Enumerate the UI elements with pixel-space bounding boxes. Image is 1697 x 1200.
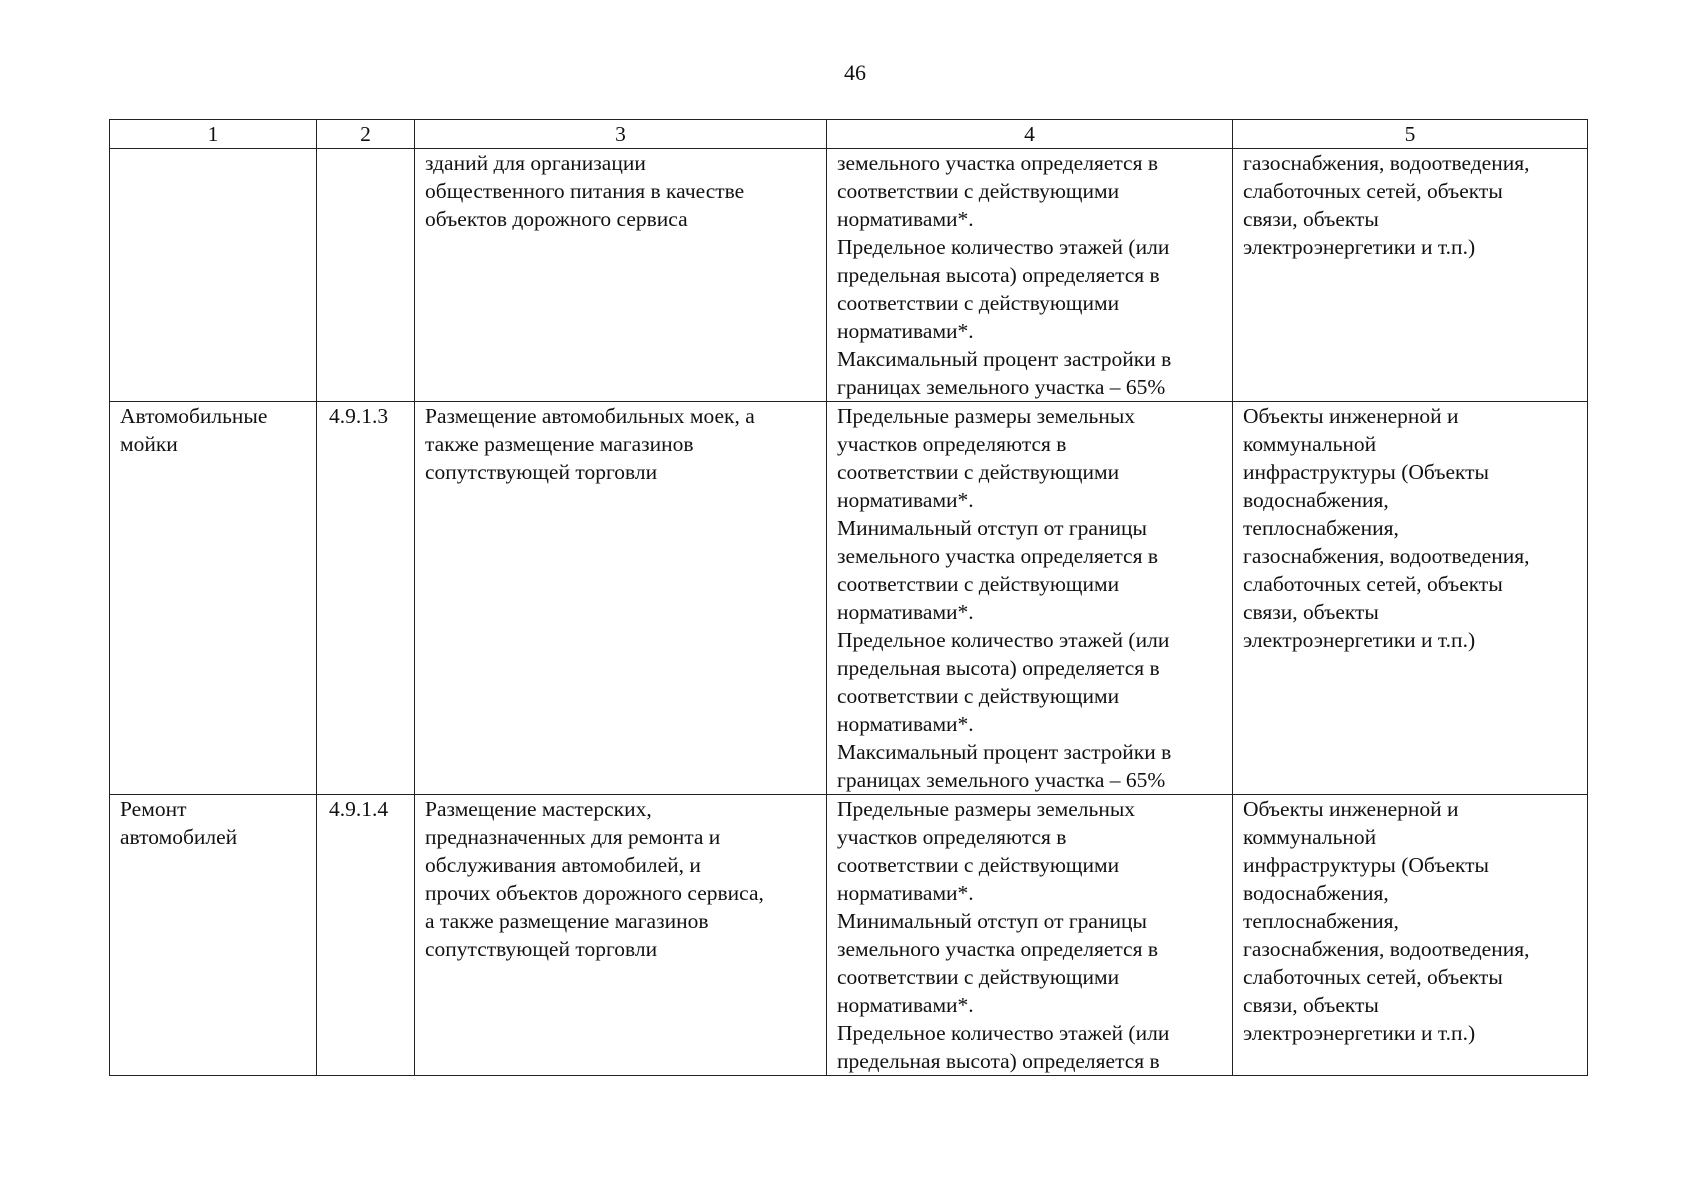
- column-header-2: 2: [317, 120, 415, 149]
- text-line: земельного участка определяется в: [837, 937, 1158, 961]
- cell-code: [317, 149, 415, 402]
- cell-code: 4.9.1.3: [317, 402, 415, 795]
- text-line: общественного питания в качестве: [425, 179, 745, 203]
- text-line: коммунальной: [1243, 432, 1377, 456]
- text-line: слаботочных сетей, объекты: [1243, 965, 1503, 989]
- cell-auxiliary: [1233, 795, 1588, 1076]
- text-line: газоснабжения, водоотведения,: [1243, 937, 1530, 961]
- text-line: Минимальный отступ от границы: [837, 909, 1147, 933]
- text-line: соответствии с действующими: [837, 460, 1120, 484]
- table-row-car-repair: [110, 795, 1588, 1076]
- text-line: границах земельного участка – 65%: [837, 375, 1166, 399]
- text-line: Ремонт: [120, 797, 187, 821]
- cell-name: [110, 795, 317, 1076]
- text-line: Размещение автомобильных моек, а: [425, 404, 755, 428]
- column-header-4: 4: [827, 120, 1233, 149]
- text-line: Минимальный отступ от границы: [837, 516, 1147, 540]
- text-line: предназначенных для ремонта и: [425, 825, 721, 849]
- cell-name: [110, 402, 317, 795]
- text-line: нормативами*.: [837, 881, 974, 905]
- text-line: связи, объекты: [1243, 600, 1379, 624]
- text-line: теплоснабжения,: [1243, 516, 1399, 540]
- text-line: Максимальный процент застройки в: [837, 740, 1172, 764]
- text-line: Предельное количество этажей (или: [837, 628, 1170, 652]
- column-header-3: 3: [415, 120, 827, 149]
- text-line: нормативами*.: [837, 993, 974, 1017]
- text-line: инфраструктуры (Объекты: [1243, 460, 1490, 484]
- text-line: Объекты инженерной и: [1243, 404, 1459, 428]
- text-line: Размещение мастерских,: [425, 797, 652, 821]
- text-line: соответствии с действующими: [837, 291, 1120, 315]
- text-line: соответствии с действующими: [837, 965, 1120, 989]
- text-line: водоснабжения,: [1243, 881, 1389, 905]
- text-line: прочих объектов дорожного сервиса,: [425, 881, 764, 905]
- text-line: нормативами*.: [837, 488, 974, 512]
- text-line: мойки: [120, 432, 178, 456]
- text-line: соответствии с действующими: [837, 572, 1120, 596]
- text-line: связи, объекты: [1243, 207, 1379, 231]
- cell-auxiliary: [1233, 402, 1588, 795]
- text-line: предельная высота) определяется в: [837, 656, 1160, 680]
- column-header-5: 5: [1233, 120, 1588, 149]
- text-line: электроэнергетики и т.п.): [1243, 235, 1476, 259]
- text-line: объектов дорожного сервиса: [425, 207, 688, 231]
- text-line: теплоснабжения,: [1243, 909, 1399, 933]
- text-line: газоснабжения, водоотведения,: [1243, 544, 1530, 568]
- text-line: Объекты инженерной и: [1243, 797, 1459, 821]
- column-number-row: [110, 120, 1588, 149]
- cell-code: 4.9.1.4: [317, 795, 415, 1076]
- text-line: нормативами*.: [837, 600, 974, 624]
- text-line: Автомобильные: [120, 404, 268, 428]
- cell-parameters: [827, 402, 1233, 795]
- text-line: предельная высота) определяется в: [837, 1049, 1160, 1073]
- column-header-1: 1: [110, 120, 317, 149]
- text-line: границах земельного участка – 65%: [837, 768, 1166, 792]
- text-line: автомобилей: [120, 825, 238, 849]
- cell-description: [415, 149, 827, 402]
- text-line: земельного участка определяется в: [837, 544, 1158, 568]
- text-line: участков определяются в: [837, 432, 1067, 456]
- text-line: участков определяются в: [837, 825, 1067, 849]
- text-line: Предельные размеры земельных: [837, 797, 1136, 821]
- text-line: сопутствующей торговли: [425, 460, 658, 484]
- text-line: связи, объекты: [1243, 993, 1379, 1017]
- text-line: зданий для организации: [425, 151, 646, 175]
- text-line: а также размещение магазинов: [425, 909, 709, 933]
- text-line: обслуживания автомобилей, и: [425, 853, 701, 877]
- cell-description: [415, 402, 827, 795]
- cell-parameters: [827, 149, 1233, 402]
- text-line: Предельное количество этажей (или: [837, 1021, 1170, 1045]
- cell-name: [110, 149, 317, 402]
- text-line: предельная высота) определяется в: [837, 263, 1160, 287]
- text-line: сопутствующей торговли: [425, 937, 658, 961]
- text-line: также размещение магазинов: [425, 432, 694, 456]
- table-row-car-wash: [110, 402, 1588, 795]
- text-line: нормативами*.: [837, 319, 974, 343]
- cell-parameters: [827, 795, 1233, 1076]
- regulations-table: [109, 119, 1588, 1076]
- text-line: электроэнергетики и т.п.): [1243, 1021, 1476, 1045]
- text-line: нормативами*.: [837, 712, 974, 736]
- text-line: Предельные размеры земельных: [837, 404, 1136, 428]
- text-line: соответствии с действующими: [837, 179, 1120, 203]
- text-line: Максимальный процент застройки в: [837, 347, 1172, 371]
- text-line: земельного участка определяется в: [837, 151, 1158, 175]
- text-line: водоснабжения,: [1243, 488, 1389, 512]
- text-line: слаботочных сетей, объекты: [1243, 572, 1503, 596]
- cell-auxiliary: [1233, 149, 1588, 402]
- text-line: нормативами*.: [837, 207, 974, 231]
- text-line: электроэнергетики и т.п.): [1243, 628, 1476, 652]
- cell-description: [415, 795, 827, 1076]
- text-line: Предельное количество этажей (или: [837, 235, 1170, 259]
- text-line: слаботочных сетей, объекты: [1243, 179, 1503, 203]
- text-line: инфраструктуры (Объекты: [1243, 853, 1490, 877]
- text-line: соответствии с действующими: [837, 853, 1120, 877]
- page-number: 46: [844, 60, 866, 85]
- table-row-continuation: [110, 149, 1588, 402]
- text-line: соответствии с действующими: [837, 684, 1120, 708]
- text-line: коммунальной: [1243, 825, 1377, 849]
- text-line: газоснабжения, водоотведения,: [1243, 151, 1530, 175]
